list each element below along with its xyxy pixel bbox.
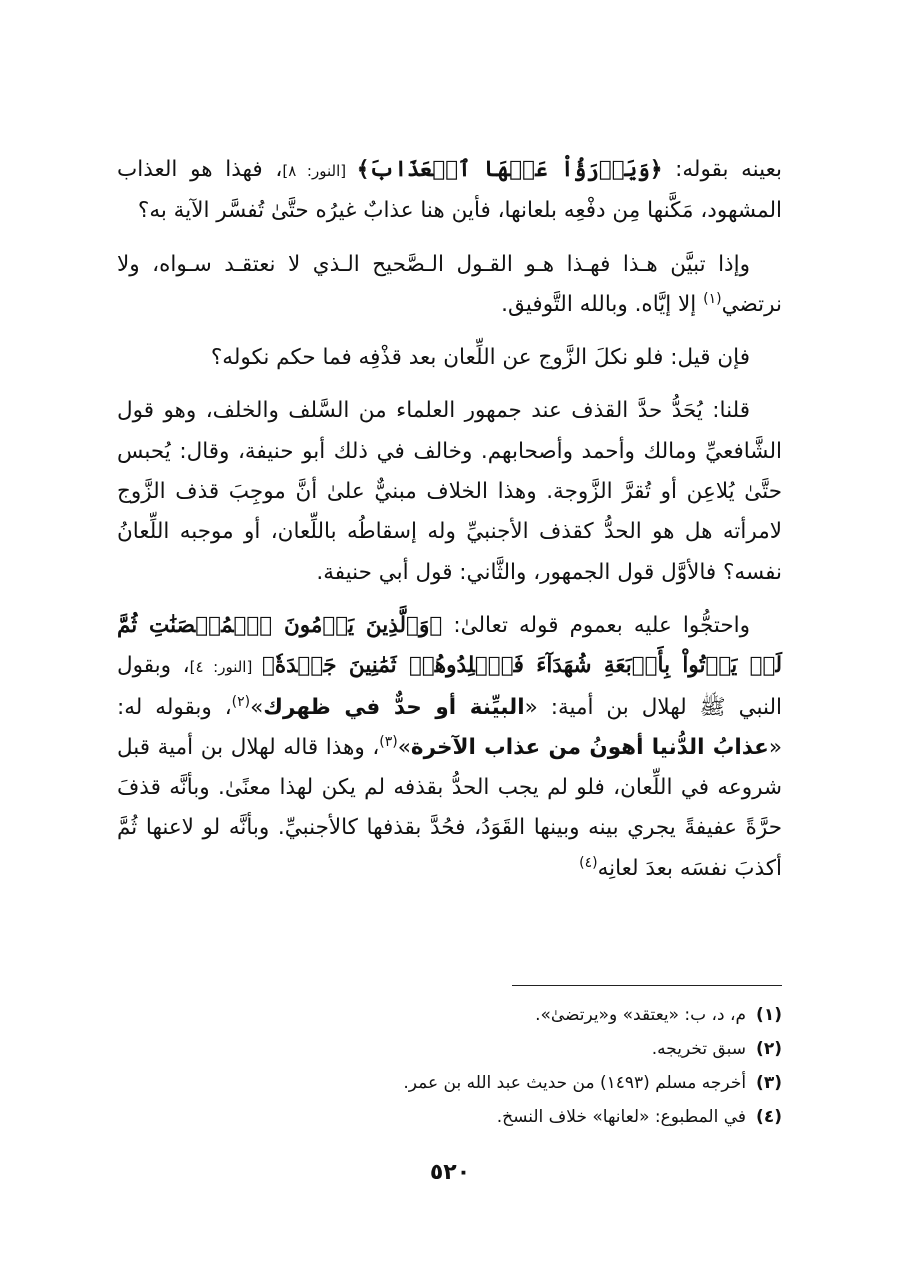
paragraph-5 <box>117 606 782 889</box>
footnote-number: (٣) <box>756 1073 782 1093</box>
text-run: إلا إيَّاه. وبالله التَّوفيق. <box>501 291 704 317</box>
text-run: وإذا تبيَّن هـذا فهـذا هـو القـول الـصَّحيح الـذي لا نعتقـد سـواه، ولا نرتضي <box>117 251 782 317</box>
text-run: ، وبقول النبي ﷺ لهلال بن أمية: « <box>117 653 782 720</box>
text-run: ، فهذا هو العذاب المشهود، مَكَّنها مِن دفْعِه بلعانها، فأين هنا عذابٌ غيرُه حتَّىٰ تُفسَّر الآية به؟ <box>117 157 782 224</box>
footnote-number: (١) <box>756 1005 782 1025</box>
footnote-item <box>117 1032 782 1066</box>
text-run: ، وبقوله له: « <box>117 694 782 760</box>
footnote-text: سبق تخريجه. <box>651 1039 747 1059</box>
main-text <box>117 150 782 902</box>
footnote-text: في المطبوع: «لعانها» خلاف النسخ. <box>496 1107 747 1127</box>
hadith-quote: عذابُ الدُّنيا أهونُ من عذاب الآخرة <box>410 734 769 760</box>
footnote-text: م، د، ب: «يعتقد» و«يرتضىٰ». <box>535 1005 747 1025</box>
page-number: ٥٢٠ <box>429 1160 471 1185</box>
verse-reference: [النور: ٤] <box>189 658 262 677</box>
text-run: » <box>250 694 264 720</box>
text-run: » <box>397 734 411 760</box>
footnotes <box>117 998 782 1134</box>
footnote-text: أخرجه مسلم (١٤٩٣) من حديث عبد الله بن عمر. <box>403 1073 747 1093</box>
footnote-item <box>117 1066 782 1100</box>
footnote-ref[interactable]: (٢) <box>231 693 251 710</box>
footnote-item <box>117 1100 782 1134</box>
hadith-quote: البيِّنة أو حدٌّ في ظهرك <box>263 694 525 720</box>
footnote-ref[interactable]: (٣) <box>379 733 398 750</box>
paragraph-2 <box>117 245 782 326</box>
footnote-number: (٤) <box>756 1107 782 1127</box>
quran-verse: ﴿وَٱلَّذِينَ يَرۡمُونَ ٱلۡمُحۡصَنَٰتِ ثُمَّ لَمۡ يَأۡتُواْ بِأَرۡبَعَةِ شُهَدَآءَ فَٱجۡلِدُوهُمۡ ثَمَٰنِينَ جَلۡدَةٗ﴾ <box>117 612 782 679</box>
footnote-number: (٢) <box>756 1039 782 1059</box>
footnote-ref[interactable]: (١) <box>703 290 722 307</box>
footnote-separator <box>512 985 782 986</box>
quran-verse: ﴿وَيَدۡرَؤُاْ عَنۡهَا ٱلۡعَذَابَ﴾ <box>356 157 663 182</box>
footnote-item <box>117 998 782 1032</box>
text-run: بعينه بقوله: <box>662 157 782 182</box>
text-run: ، وهذا قاله لهلال بن أمية قبل شروعه في اللِّعان، فلو لم يجب الحدُّ بقذفه لم يكن لهذا معنًىٰ. وبأنَّه قذفَ حرَّةً عفيفةً يجري بينه وبينها القَوَدُ، فحُدَّ بقذفها كالأجنبيِّ. وبأنَّه لو لاعنها ثُمَّ أكذبَ نفسَه بعدَ لعانِه <box>117 734 782 881</box>
paragraph-3: فإن قيل: فلو نكلَ الزَّوج عن اللِّعان بعد قذْفِه فما حكم نكوله؟ <box>210 345 750 371</box>
paragraph-4: قلنا: يُحَدُّ حدَّ القذف عند جمهور العلماء من السَّلف والخلف، وهو قول الشَّافعيِّ ومالك وأحمد وأصحابهم. وخالف في ذلك أبو حنيفة، وقال: يُحبس حتَّىٰ يُلاعِن أو تُقرَّ الزَّوجة. وهذا الخلاف مبنيٌّ علىٰ أنَّ موجِبَ قذف الزَّوج لامرأته هل هو الحدُّ كقذف الأجنبيِّ وله إسقاطُه باللِّعان، أو موجبه اللِّعانُ نفسه؟ فالأوَّل قول الجمهور، والثَّاني: قول أبي حنيفة. <box>117 398 782 585</box>
footnote-ref[interactable]: (٤) <box>579 854 598 871</box>
paragraph-1 <box>117 150 782 232</box>
text-run: واحتجُّوا عليه بعموم قوله تعالىٰ: <box>442 612 750 638</box>
verse-reference: [النور: ٨] <box>282 162 357 180</box>
